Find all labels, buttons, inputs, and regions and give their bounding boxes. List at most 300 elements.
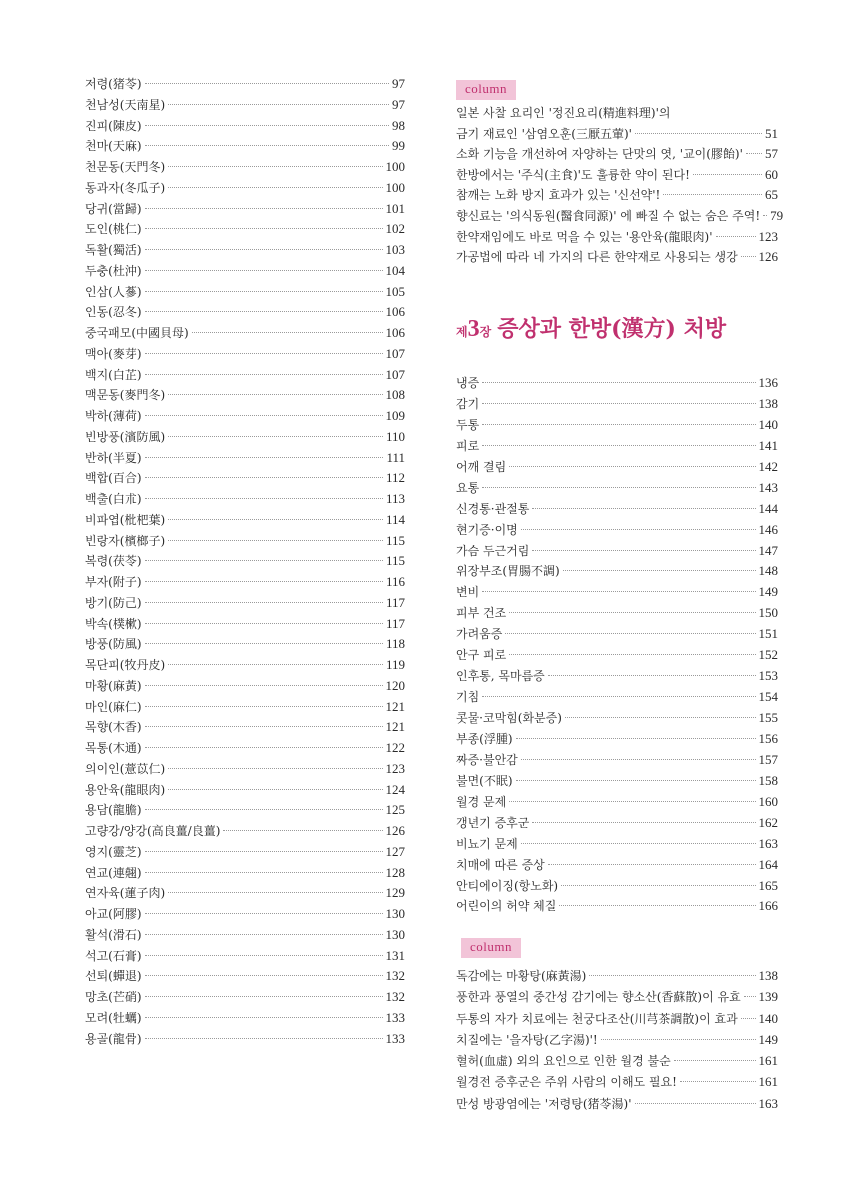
column-list bbox=[456, 965, 778, 1114]
toc-entry bbox=[85, 614, 405, 635]
toc-entry-page: 163 bbox=[758, 1095, 778, 1111]
dot-leader bbox=[532, 550, 755, 551]
toc-entry-title: 월경 문제 bbox=[456, 794, 507, 809]
dot-leader bbox=[145, 477, 383, 478]
toc-entry-page: 123 bbox=[758, 228, 778, 244]
toc-entry-page: 65 bbox=[765, 187, 778, 203]
dot-leader bbox=[145, 602, 383, 603]
dot-leader bbox=[482, 696, 755, 697]
toc-entry-page: 97 bbox=[392, 76, 405, 91]
column-entry-first-line: 일본 사찰 요리인 '정진요리(精進料理)'의 bbox=[456, 106, 671, 120]
toc-entry-page: 105 bbox=[385, 283, 405, 299]
toc-entry bbox=[85, 261, 405, 282]
toc-entry-page: 138 bbox=[758, 968, 778, 983]
dot-leader bbox=[563, 570, 756, 571]
toc-entry-title: 석고(石膏) bbox=[85, 948, 142, 963]
dot-leader bbox=[145, 228, 383, 229]
toc-entry-page: 119 bbox=[385, 657, 405, 672]
toc-entry bbox=[456, 687, 778, 708]
dot-leader bbox=[482, 591, 755, 592]
toc-entry bbox=[85, 385, 405, 406]
toc-entry bbox=[85, 448, 405, 469]
toc-entry-page: 165 bbox=[758, 877, 778, 893]
toc-entry bbox=[85, 634, 405, 655]
dot-leader bbox=[145, 83, 389, 84]
dot-leader bbox=[509, 801, 755, 802]
toc-entry-title: 인후통, 목마름증 bbox=[456, 669, 545, 684]
dot-leader bbox=[145, 975, 383, 976]
toc-entry bbox=[85, 821, 405, 842]
toc-entry bbox=[456, 1093, 778, 1114]
toc-entry-page: 117 bbox=[385, 594, 405, 610]
toc-entry-title: 천남성(天南星) bbox=[85, 97, 166, 112]
dot-leader bbox=[482, 382, 755, 383]
toc-entry-title: 백출(白朮) bbox=[85, 492, 142, 506]
dot-leader bbox=[168, 768, 382, 769]
toc-entry-title: 진피(陳皮) bbox=[85, 118, 142, 133]
toc-entry-page: 109 bbox=[385, 408, 405, 423]
toc-entry bbox=[456, 855, 778, 876]
toc-entry-page: 140 bbox=[758, 1010, 778, 1026]
toc-entry-title: 비파엽(枇杷葉) bbox=[85, 512, 166, 527]
toc-entry bbox=[456, 645, 778, 666]
toc-entry bbox=[456, 896, 778, 917]
toc-entry-title: 어린이의 허약 체질 bbox=[456, 899, 557, 914]
toc-entry-page: 126 bbox=[385, 823, 405, 838]
toc-entry-page: 102 bbox=[385, 221, 405, 237]
dot-leader bbox=[145, 913, 383, 914]
toc-entry bbox=[456, 603, 778, 624]
toc-entry-page: 150 bbox=[758, 605, 778, 621]
dot-leader bbox=[521, 529, 756, 530]
toc-entry-page: 115 bbox=[385, 553, 405, 569]
toc-entry-title: 두충(杜沖) bbox=[85, 263, 142, 278]
toc-entry-title: 백합(百合) bbox=[85, 471, 142, 486]
toc-entry-title: 용담(龍膽) bbox=[85, 803, 142, 818]
toc-entry-title: 마황(麻黃) bbox=[85, 678, 142, 693]
toc-entry bbox=[456, 561, 778, 582]
toc-entry bbox=[456, 499, 778, 520]
toc-entry-title: 방풍(防風) bbox=[85, 637, 142, 652]
toc-entry bbox=[85, 406, 405, 427]
toc-entry bbox=[85, 1008, 405, 1029]
dot-leader bbox=[145, 643, 383, 644]
dot-leader bbox=[168, 540, 383, 541]
toc-entry-title: 만성 방광염에는 '저령탕(猪苓湯)' bbox=[456, 1096, 632, 1111]
toc-entry-page: 152 bbox=[758, 647, 778, 663]
toc-entry bbox=[85, 946, 405, 967]
toc-entry-page: 146 bbox=[758, 521, 778, 537]
toc-entry-page: 121 bbox=[385, 698, 405, 714]
toc-entry-page: 163 bbox=[758, 835, 778, 851]
toc-entry bbox=[456, 876, 778, 897]
toc-entry-page: 123 bbox=[385, 760, 405, 776]
toc-entry-page: 115 bbox=[385, 532, 405, 548]
toc-entry-title: 안구 피로 bbox=[456, 648, 507, 663]
toc-entry bbox=[85, 738, 405, 759]
toc-entry-page: 107 bbox=[385, 366, 405, 382]
toc-entry bbox=[456, 582, 778, 603]
toc-entry-page: 139 bbox=[758, 989, 778, 1005]
dot-leader bbox=[482, 487, 755, 488]
toc-entry-page: 111 bbox=[386, 449, 405, 465]
toc-entry-page: 149 bbox=[758, 584, 778, 600]
toc-entry bbox=[456, 1071, 778, 1092]
dot-leader bbox=[763, 215, 767, 216]
toc-entry-title: 백지(白芷) bbox=[85, 367, 142, 382]
toc-entry-title: 아교(阿膠) bbox=[85, 907, 142, 921]
toc-entry bbox=[456, 1008, 778, 1029]
dot-leader bbox=[521, 759, 756, 760]
toc-entry-title: 용골(龍骨) bbox=[85, 1031, 142, 1046]
dot-leader bbox=[741, 256, 756, 257]
toc-entry-title: 부종(浮腫) bbox=[456, 731, 513, 746]
toc-entry bbox=[85, 489, 405, 510]
dot-leader bbox=[559, 905, 755, 906]
toc-entry bbox=[85, 157, 405, 178]
toc-entry-title: 맥문동(麥門冬) bbox=[85, 388, 166, 403]
toc-entry-page: 118 bbox=[385, 636, 405, 652]
dot-leader bbox=[168, 436, 383, 437]
toc-entry bbox=[85, 74, 405, 95]
dot-leader bbox=[680, 1081, 756, 1082]
toc-entry bbox=[85, 240, 405, 261]
toc-entry-title: 가공법에 따라 네 가지의 다른 한약재로 사용되는 생강 bbox=[456, 250, 738, 265]
dot-leader bbox=[145, 809, 383, 810]
toc-entry bbox=[85, 365, 405, 386]
toc-entry-title: 향신료는 '의식동원(醫食同源)' 에 빠질 수 없는 숨은 주역! bbox=[456, 208, 761, 223]
toc-entry bbox=[456, 520, 778, 541]
toc-entry bbox=[85, 655, 405, 676]
toc-entry bbox=[456, 666, 778, 687]
toc-entry bbox=[456, 247, 778, 268]
toc-entry-page: 149 bbox=[758, 1031, 778, 1047]
toc-entry-page: 147 bbox=[758, 542, 778, 558]
toc-entry-title: 가려움증 bbox=[456, 627, 503, 642]
toc-entry bbox=[456, 624, 778, 645]
toc-entry-title: 어깨 결림 bbox=[456, 459, 507, 474]
toc-entry-page: 131 bbox=[385, 947, 405, 963]
toc-entry-title: 변비 bbox=[456, 585, 480, 600]
dot-leader bbox=[548, 675, 756, 676]
dot-leader bbox=[532, 508, 755, 509]
toc-entry bbox=[456, 1050, 778, 1071]
dot-leader bbox=[145, 851, 383, 852]
toc-entry-title: 복령(茯苓) bbox=[85, 554, 142, 569]
dot-leader bbox=[509, 612, 755, 613]
dot-leader bbox=[168, 394, 382, 395]
toc-entry-page: 108 bbox=[385, 387, 405, 403]
toc-entry bbox=[85, 136, 405, 157]
toc-entry bbox=[456, 394, 778, 415]
dot-leader bbox=[145, 685, 383, 686]
dot-leader bbox=[509, 654, 755, 655]
dot-leader bbox=[145, 145, 389, 146]
toc-entry bbox=[85, 199, 405, 220]
toc-entry-page: 103 bbox=[385, 242, 405, 257]
toc-entry-title: 피로 bbox=[456, 438, 480, 453]
dot-leader bbox=[145, 747, 383, 748]
dot-leader bbox=[145, 560, 383, 561]
chapter-toc-list bbox=[456, 373, 778, 917]
dot-leader bbox=[635, 1103, 756, 1104]
dot-leader bbox=[505, 633, 755, 634]
dot-leader bbox=[521, 843, 756, 844]
toc-entry bbox=[456, 1029, 778, 1050]
dot-leader bbox=[145, 374, 383, 375]
chapter-prefix: 제 bbox=[456, 325, 468, 339]
dot-leader bbox=[635, 133, 762, 134]
toc-entry bbox=[456, 986, 778, 1007]
toc-entry-page: 157 bbox=[758, 751, 778, 767]
toc-entry-title: 참깨는 노화 방지 효과가 있는 '신선약'! bbox=[456, 188, 661, 203]
toc-entry-title: 인동(忍冬) bbox=[85, 305, 142, 320]
dot-leader bbox=[168, 892, 382, 893]
toc-entry-page: 107 bbox=[385, 345, 405, 361]
dot-leader bbox=[565, 717, 756, 718]
toc-entry-title: 비뇨기 문제 bbox=[456, 836, 518, 851]
chapter-title: 증상과 한방(漢方) 처방 bbox=[497, 316, 727, 342]
toc-entry-page: 116 bbox=[385, 574, 405, 589]
toc-entry bbox=[85, 427, 405, 448]
herb-index-list bbox=[85, 74, 405, 1049]
toc-entry bbox=[85, 904, 405, 925]
toc-entry-title: 갱년기 증후군 bbox=[456, 815, 530, 830]
toc-entry bbox=[456, 792, 778, 813]
dot-leader bbox=[482, 424, 755, 425]
toc-entry bbox=[85, 842, 405, 863]
toc-entry-page: 113 bbox=[385, 491, 405, 506]
toc-entry-title: 한방에서는 '주식(主食)'도 훌륭한 약이 된다! bbox=[456, 167, 690, 182]
toc-entry bbox=[85, 863, 405, 884]
toc-entry-title: 망초(芒硝) bbox=[85, 990, 142, 1004]
toc-entry-title: 금기 재료인 '삼염오훈(三厭五葷)' bbox=[456, 126, 632, 141]
toc-entry-title: 월경전 증후군은 주위 사람의 이해도 필요! bbox=[456, 1075, 677, 1090]
toc-entry-title: 연자육(蓮子肉) bbox=[85, 886, 166, 901]
dot-leader bbox=[589, 975, 755, 976]
toc-entry-title: 방기(防己) bbox=[85, 595, 142, 610]
toc-entry-title: 목단피(牧丹皮) bbox=[85, 658, 166, 672]
dot-leader bbox=[145, 249, 383, 250]
toc-entry-title: 영지(靈芝) bbox=[85, 844, 142, 859]
dot-leader bbox=[145, 706, 383, 707]
column-entries bbox=[456, 124, 784, 268]
toc-entry bbox=[85, 780, 405, 801]
toc-entry-page: 124 bbox=[385, 781, 405, 797]
chapter-number: 3 bbox=[467, 316, 480, 342]
toc-entry-title: 치매에 따른 증상 bbox=[456, 857, 545, 872]
toc-entry-title: 저령(猪苓) bbox=[85, 77, 142, 91]
toc-entry bbox=[456, 834, 778, 855]
dot-leader bbox=[145, 353, 383, 354]
toc-entry bbox=[85, 510, 405, 531]
toc-entry-page: 130 bbox=[385, 906, 405, 921]
toc-entry-title: 부자(附子) bbox=[85, 575, 142, 589]
toc-entry-page: 126 bbox=[758, 249, 778, 265]
toc-entry bbox=[85, 323, 405, 344]
dot-leader bbox=[145, 996, 383, 997]
toc-entry-page: 132 bbox=[385, 989, 405, 1004]
toc-entry-title: 피부 건조 bbox=[456, 606, 507, 621]
dot-leader bbox=[663, 194, 762, 195]
dot-leader bbox=[168, 519, 383, 520]
toc-entry bbox=[456, 373, 778, 394]
toc-entry bbox=[456, 124, 778, 145]
dot-leader bbox=[674, 1060, 756, 1061]
dot-leader bbox=[548, 864, 756, 865]
dot-leader bbox=[716, 236, 756, 237]
toc-entry bbox=[456, 415, 778, 436]
toc-entry bbox=[85, 95, 405, 116]
toc-entry bbox=[85, 697, 405, 718]
toc-entry-title: 감기 bbox=[456, 396, 480, 411]
dot-leader bbox=[482, 403, 755, 404]
toc-entry-title: 용안육(龍眼肉) bbox=[85, 782, 166, 797]
toc-entry bbox=[85, 178, 405, 199]
toc-entry bbox=[456, 708, 778, 729]
toc-entry-page: 97 bbox=[392, 96, 405, 112]
toc-entry-title: 두통 bbox=[456, 417, 480, 432]
dot-leader bbox=[145, 415, 383, 416]
toc-entry bbox=[456, 457, 778, 478]
dot-leader bbox=[145, 581, 383, 582]
toc-entry-title: 중국패모(中國貝母) bbox=[85, 326, 189, 340]
dot-leader bbox=[744, 996, 756, 997]
toc-entry-page: 106 bbox=[385, 304, 405, 320]
dot-leader bbox=[516, 780, 756, 781]
toc-entry-title: 냉증 bbox=[456, 376, 480, 390]
toc-entry bbox=[85, 1029, 405, 1050]
dot-leader bbox=[145, 726, 383, 727]
toc-entry-page: 144 bbox=[758, 500, 778, 516]
toc-entry bbox=[85, 468, 405, 489]
toc-entry-page: 122 bbox=[385, 740, 405, 755]
toc-entry-page: 114 bbox=[385, 511, 405, 527]
toc-entry-page: 140 bbox=[758, 416, 778, 432]
toc-entry-title: 불면(不眠) bbox=[456, 773, 513, 788]
toc-entry-page: 136 bbox=[758, 375, 778, 390]
toc-entry bbox=[456, 541, 778, 562]
toc-entry-page: 132 bbox=[385, 968, 405, 984]
dot-leader bbox=[145, 1017, 383, 1018]
toc-entry bbox=[85, 759, 405, 780]
dot-leader bbox=[168, 104, 389, 105]
toc-entry bbox=[85, 925, 405, 946]
toc-entry bbox=[85, 302, 405, 323]
toc-entry bbox=[456, 165, 778, 186]
toc-entry-page: 120 bbox=[385, 677, 405, 693]
toc-entry-page: 156 bbox=[758, 730, 778, 746]
toc-entry-page: 160 bbox=[758, 793, 778, 809]
toc-entry bbox=[85, 116, 405, 137]
toc-entry bbox=[85, 551, 405, 572]
dot-leader bbox=[145, 955, 383, 956]
toc-entry bbox=[456, 750, 778, 771]
toc-entry-page: 101 bbox=[385, 200, 405, 216]
toc-entry-page: 164 bbox=[758, 856, 778, 872]
toc-entry bbox=[456, 144, 778, 165]
toc-entry bbox=[456, 729, 778, 750]
toc-entry-page: 161 bbox=[758, 1074, 778, 1090]
column-list bbox=[456, 103, 784, 268]
dot-leader bbox=[168, 166, 382, 167]
toc-entry bbox=[85, 572, 405, 593]
toc-entry-page: 121 bbox=[385, 719, 405, 735]
toc-entry-title: 마인(麻仁) bbox=[85, 699, 142, 714]
toc-entry-page: 98 bbox=[392, 117, 405, 133]
toc-entry-page: 166 bbox=[758, 898, 778, 914]
toc-entry bbox=[85, 800, 405, 821]
toc-entry-title: 기침 bbox=[456, 690, 480, 705]
toc-entry bbox=[85, 717, 405, 738]
toc-entry-title: 가슴 두근거림 bbox=[456, 543, 530, 558]
toc-entry-page: 158 bbox=[758, 772, 778, 788]
dot-leader bbox=[482, 445, 755, 446]
toc-entry-page: 130 bbox=[385, 926, 405, 942]
toc-entry-page: 133 bbox=[385, 1009, 405, 1025]
dot-leader bbox=[516, 738, 756, 739]
toc-entry-title: 두통의 자가 치료에는 천궁다조산(川芎茶調散)이 효과 bbox=[456, 1011, 738, 1026]
dot-leader bbox=[145, 270, 383, 271]
toc-entry-page: 128 bbox=[385, 864, 405, 880]
toc-entry-title: 동과자(冬瓜子) bbox=[85, 180, 166, 195]
dot-leader bbox=[168, 789, 382, 790]
toc-entry bbox=[85, 987, 405, 1008]
toc-entry-page: 51 bbox=[765, 125, 778, 141]
toc-entry-page: 125 bbox=[385, 802, 405, 818]
toc-entry-title: 박하(薄荷) bbox=[85, 409, 142, 423]
toc-entry-title: 선퇴(蟬退) bbox=[85, 969, 142, 984]
chapter-suffix: 장 bbox=[479, 325, 492, 339]
toc-entry bbox=[456, 771, 778, 792]
toc-entry-page: 117 bbox=[385, 615, 405, 631]
toc-entry-page: 129 bbox=[385, 885, 405, 901]
toc-entry-title: 도인(桃仁) bbox=[85, 222, 142, 237]
toc-entry-title: 빈방풍(濱防風) bbox=[85, 429, 166, 444]
toc-entry-page: 57 bbox=[765, 146, 778, 162]
toc-entry-title: 소화 기능을 개선하여 자양하는 단맛의 엿, '교이(膠飴)' bbox=[456, 147, 743, 162]
dot-leader bbox=[168, 664, 383, 665]
toc-entry bbox=[456, 965, 778, 986]
toc-entry-title: 치질에는 '을자탕(乙字湯)'! bbox=[456, 1032, 598, 1047]
toc-entry bbox=[456, 813, 778, 834]
toc-entry-title: 콧물·코막힘(화분증) bbox=[456, 711, 562, 725]
toc-entry-title: 현기증·이명 bbox=[456, 522, 518, 537]
dot-leader bbox=[145, 623, 383, 624]
toc-entry-page: 60 bbox=[765, 166, 778, 182]
toc-entry bbox=[85, 593, 405, 614]
toc-entry-page: 127 bbox=[385, 843, 405, 859]
toc-entry bbox=[85, 676, 405, 697]
toc-entry-title: 풍한과 풍열의 중간성 감기에는 향소산(香蘇散)이 유효 bbox=[456, 990, 741, 1005]
toc-entry-title: 혈허(血虛) 외의 요인으로 인한 월경 불순 bbox=[456, 1054, 671, 1069]
toc-entry-title: 요통 bbox=[456, 480, 480, 495]
toc-entry-page: 151 bbox=[758, 626, 778, 642]
dot-leader bbox=[145, 208, 383, 209]
toc-entry-page: 99 bbox=[392, 138, 405, 154]
toc-entry-page: 110 bbox=[385, 428, 405, 444]
column-badge: column bbox=[456, 80, 516, 100]
toc-entry-page: 148 bbox=[758, 563, 778, 579]
toc-entry-page: 100 bbox=[385, 179, 405, 195]
toc-entry-title: 당귀(當歸) bbox=[85, 201, 142, 216]
toc-entry-title: 활석(滑石) bbox=[85, 927, 142, 942]
dot-leader bbox=[145, 872, 383, 873]
toc-entry bbox=[85, 282, 405, 303]
toc-entry bbox=[85, 531, 405, 552]
toc-entry-title: 고량강/양강(高良薑/良薑) bbox=[85, 824, 221, 838]
toc-entry-title: 목통(木通) bbox=[85, 741, 142, 755]
